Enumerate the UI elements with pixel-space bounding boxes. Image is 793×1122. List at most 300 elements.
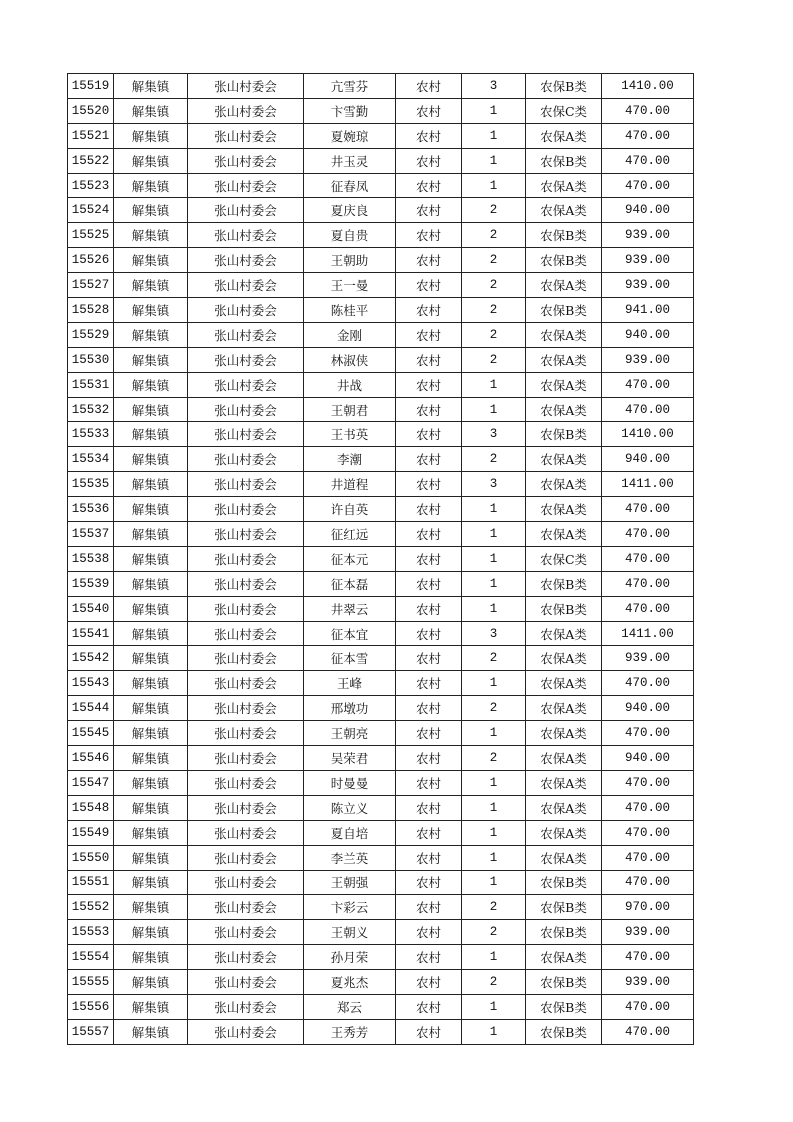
cell-area-type: 农村: [396, 945, 462, 970]
cell-village: 张山村委会: [188, 223, 304, 248]
cell-count: 2: [462, 646, 526, 671]
cell-insurance-class: 农保A类: [526, 646, 602, 671]
cell-amount: 939.00: [602, 273, 694, 298]
cell-insurance-class: 农保A类: [526, 372, 602, 397]
table-row: [68, 546, 694, 571]
cell-name: 征春凤: [304, 173, 396, 198]
cell-insurance-class: 农保A类: [526, 696, 602, 721]
table-row: [68, 273, 694, 298]
cell-village: 张山村委会: [188, 298, 304, 323]
cell-area-type: 农村: [396, 248, 462, 273]
cell-insurance-class: 农保B类: [526, 1019, 602, 1044]
cell-row-id: 15534: [68, 447, 114, 472]
cell-village: 张山村委会: [188, 721, 304, 746]
cell-town: 解集镇: [114, 223, 188, 248]
cell-town: 解集镇: [114, 546, 188, 571]
cell-name: 王朝强: [304, 870, 396, 895]
cell-town: 解集镇: [114, 198, 188, 223]
cell-town: 解集镇: [114, 571, 188, 596]
cell-insurance-class: 农保A类: [526, 795, 602, 820]
cell-village: 张山村委会: [188, 497, 304, 522]
cell-count: 2: [462, 746, 526, 771]
table-row: [68, 497, 694, 522]
cell-town: 解集镇: [114, 820, 188, 845]
table-row: [68, 522, 694, 547]
cell-count: 2: [462, 322, 526, 347]
cell-town: 解集镇: [114, 422, 188, 447]
cell-count: 2: [462, 248, 526, 273]
table-row: [68, 970, 694, 995]
cell-amount: 470.00: [602, 522, 694, 547]
cell-name: 井战: [304, 372, 396, 397]
cell-row-id: 15548: [68, 795, 114, 820]
cell-town: 解集镇: [114, 945, 188, 970]
cell-town: 解集镇: [114, 347, 188, 372]
cell-village: 张山村委会: [188, 994, 304, 1019]
cell-insurance-class: 农保A类: [526, 721, 602, 746]
cell-amount: 470.00: [602, 148, 694, 173]
cell-name: 陈桂平: [304, 298, 396, 323]
cell-amount: 470.00: [602, 795, 694, 820]
cell-town: 解集镇: [114, 74, 188, 99]
cell-insurance-class: 农保A类: [526, 322, 602, 347]
cell-town: 解集镇: [114, 148, 188, 173]
cell-name: 征本磊: [304, 571, 396, 596]
cell-amount: 940.00: [602, 447, 694, 472]
table-row: [68, 322, 694, 347]
table-row: [68, 248, 694, 273]
cell-name: 王朝君: [304, 397, 396, 422]
cell-amount: 1411.00: [602, 621, 694, 646]
cell-name: 孙月荣: [304, 945, 396, 970]
table-row: [68, 472, 694, 497]
table-row: [68, 298, 694, 323]
cell-amount: 940.00: [602, 696, 694, 721]
table-row: [68, 671, 694, 696]
cell-area-type: 农村: [396, 994, 462, 1019]
cell-row-id: 15551: [68, 870, 114, 895]
cell-area-type: 农村: [396, 347, 462, 372]
cell-amount: 470.00: [602, 98, 694, 123]
cell-name: 王书英: [304, 422, 396, 447]
cell-area-type: 农村: [396, 123, 462, 148]
cell-row-id: 15556: [68, 994, 114, 1019]
table-row: [68, 696, 694, 721]
cell-count: 2: [462, 920, 526, 945]
cell-amount: 939.00: [602, 223, 694, 248]
cell-count: 3: [462, 472, 526, 497]
cell-amount: 470.00: [602, 721, 694, 746]
cell-row-id: 15535: [68, 472, 114, 497]
cell-area-type: 农村: [396, 522, 462, 547]
cell-area-type: 农村: [396, 571, 462, 596]
cell-row-id: 15538: [68, 546, 114, 571]
cell-name: 卞雪勤: [304, 98, 396, 123]
cell-town: 解集镇: [114, 920, 188, 945]
cell-row-id: 15555: [68, 970, 114, 995]
cell-area-type: 农村: [396, 820, 462, 845]
cell-name: 征本元: [304, 546, 396, 571]
table-row: [68, 845, 694, 870]
cell-row-id: 15539: [68, 571, 114, 596]
cell-area-type: 农村: [396, 223, 462, 248]
table-body: [68, 74, 694, 1045]
cell-village: 张山村委会: [188, 671, 304, 696]
cell-insurance-class: 农保B类: [526, 870, 602, 895]
cell-count: 2: [462, 298, 526, 323]
cell-row-id: 15541: [68, 621, 114, 646]
cell-area-type: 农村: [396, 1019, 462, 1044]
table-row: [68, 74, 694, 99]
cell-count: 1: [462, 571, 526, 596]
cell-name: 李潮: [304, 447, 396, 472]
cell-amount: 470.00: [602, 397, 694, 422]
cell-amount: 470.00: [602, 671, 694, 696]
cell-village: 张山村委会: [188, 571, 304, 596]
cell-insurance-class: 农保B类: [526, 422, 602, 447]
cell-amount: 940.00: [602, 322, 694, 347]
cell-row-id: 15524: [68, 198, 114, 223]
cell-village: 张山村委会: [188, 347, 304, 372]
cell-row-id: 15553: [68, 920, 114, 945]
cell-amount: 470.00: [602, 571, 694, 596]
cell-count: 1: [462, 372, 526, 397]
cell-count: 1: [462, 870, 526, 895]
cell-row-id: 15531: [68, 372, 114, 397]
cell-village: 张山村委会: [188, 1019, 304, 1044]
cell-row-id: 15533: [68, 422, 114, 447]
cell-count: 2: [462, 447, 526, 472]
cell-count: 1: [462, 497, 526, 522]
cell-area-type: 农村: [396, 472, 462, 497]
cell-insurance-class: 农保B类: [526, 994, 602, 1019]
cell-area-type: 农村: [396, 298, 462, 323]
cell-area-type: 农村: [396, 920, 462, 945]
cell-insurance-class: 农保A类: [526, 845, 602, 870]
cell-area-type: 农村: [396, 74, 462, 99]
cell-town: 解集镇: [114, 746, 188, 771]
cell-row-id: 15532: [68, 397, 114, 422]
cell-row-id: 15554: [68, 945, 114, 970]
cell-name: 郑云: [304, 994, 396, 1019]
cell-row-id: 15552: [68, 895, 114, 920]
cell-amount: 941.00: [602, 298, 694, 323]
table-row: [68, 721, 694, 746]
cell-amount: 470.00: [602, 546, 694, 571]
cell-insurance-class: 农保A类: [526, 472, 602, 497]
cell-amount: 470.00: [602, 497, 694, 522]
cell-village: 张山村委会: [188, 646, 304, 671]
cell-name: 井玉灵: [304, 148, 396, 173]
cell-count: 1: [462, 945, 526, 970]
cell-town: 解集镇: [114, 123, 188, 148]
table-row: [68, 746, 694, 771]
cell-name: 夏兆杰: [304, 970, 396, 995]
cell-insurance-class: 农保B类: [526, 920, 602, 945]
cell-town: 解集镇: [114, 994, 188, 1019]
table-row: [68, 621, 694, 646]
cell-amount: 939.00: [602, 920, 694, 945]
table-row: [68, 770, 694, 795]
table-row: [68, 422, 694, 447]
cell-town: 解集镇: [114, 845, 188, 870]
cell-row-id: 15525: [68, 223, 114, 248]
cell-insurance-class: 农保A类: [526, 746, 602, 771]
cell-amount: 939.00: [602, 646, 694, 671]
cell-insurance-class: 农保C类: [526, 98, 602, 123]
cell-amount: 939.00: [602, 970, 694, 995]
cell-name: 王朝义: [304, 920, 396, 945]
table-row: [68, 1019, 694, 1044]
cell-amount: 470.00: [602, 945, 694, 970]
cell-insurance-class: 农保A类: [526, 945, 602, 970]
cell-count: 1: [462, 994, 526, 1019]
cell-village: 张山村委会: [188, 945, 304, 970]
cell-row-id: 15549: [68, 820, 114, 845]
cell-amount: 940.00: [602, 198, 694, 223]
cell-count: 1: [462, 1019, 526, 1044]
cell-town: 解集镇: [114, 1019, 188, 1044]
cell-amount: 470.00: [602, 994, 694, 1019]
cell-count: 1: [462, 845, 526, 870]
cell-village: 张山村委会: [188, 621, 304, 646]
cell-area-type: 农村: [396, 845, 462, 870]
cell-village: 张山村委会: [188, 447, 304, 472]
cell-amount: 470.00: [602, 870, 694, 895]
cell-town: 解集镇: [114, 870, 188, 895]
cell-row-id: 15545: [68, 721, 114, 746]
cell-row-id: 15526: [68, 248, 114, 273]
cell-amount: 470.00: [602, 596, 694, 621]
cell-row-id: 15537: [68, 522, 114, 547]
cell-count: 2: [462, 895, 526, 920]
cell-town: 解集镇: [114, 596, 188, 621]
cell-town: 解集镇: [114, 522, 188, 547]
cell-town: 解集镇: [114, 273, 188, 298]
cell-town: 解集镇: [114, 721, 188, 746]
cell-village: 张山村委会: [188, 820, 304, 845]
cell-village: 张山村委会: [188, 422, 304, 447]
cell-count: 3: [462, 422, 526, 447]
cell-amount: 970.00: [602, 895, 694, 920]
cell-count: 2: [462, 273, 526, 298]
cell-area-type: 农村: [396, 746, 462, 771]
cell-area-type: 农村: [396, 546, 462, 571]
cell-area-type: 农村: [396, 696, 462, 721]
cell-area-type: 农村: [396, 397, 462, 422]
cell-amount: 470.00: [602, 372, 694, 397]
table-row: [68, 223, 694, 248]
cell-row-id: 15522: [68, 148, 114, 173]
cell-village: 张山村委会: [188, 845, 304, 870]
cell-name: 金刚: [304, 322, 396, 347]
cell-name: 征本雪: [304, 646, 396, 671]
cell-town: 解集镇: [114, 970, 188, 995]
cell-insurance-class: 农保B类: [526, 248, 602, 273]
cell-village: 张山村委会: [188, 74, 304, 99]
cell-count: 1: [462, 671, 526, 696]
cell-name: 夏庆良: [304, 198, 396, 223]
cell-row-id: 15546: [68, 746, 114, 771]
cell-insurance-class: 农保A类: [526, 522, 602, 547]
cell-village: 张山村委会: [188, 98, 304, 123]
cell-row-id: 15550: [68, 845, 114, 870]
cell-row-id: 15520: [68, 98, 114, 123]
cell-town: 解集镇: [114, 173, 188, 198]
table-row: [68, 870, 694, 895]
cell-name: 王峰: [304, 671, 396, 696]
cell-count: 1: [462, 596, 526, 621]
cell-area-type: 农村: [396, 671, 462, 696]
cell-amount: 470.00: [602, 770, 694, 795]
cell-insurance-class: 农保A类: [526, 347, 602, 372]
table-row: [68, 571, 694, 596]
cell-name: 邢墩功: [304, 696, 396, 721]
cell-name: 夏自培: [304, 820, 396, 845]
cell-count: 2: [462, 696, 526, 721]
cell-name: 李兰英: [304, 845, 396, 870]
cell-row-id: 15519: [68, 74, 114, 99]
cell-area-type: 农村: [396, 372, 462, 397]
cell-insurance-class: 农保A类: [526, 820, 602, 845]
cell-village: 张山村委会: [188, 273, 304, 298]
cell-insurance-class: 农保A类: [526, 273, 602, 298]
cell-area-type: 农村: [396, 173, 462, 198]
cell-town: 解集镇: [114, 472, 188, 497]
cell-area-type: 农村: [396, 98, 462, 123]
table-row: [68, 173, 694, 198]
cell-insurance-class: 农保A类: [526, 497, 602, 522]
cell-amount: 940.00: [602, 746, 694, 771]
cell-area-type: 农村: [396, 148, 462, 173]
cell-area-type: 农村: [396, 721, 462, 746]
cell-village: 张山村委会: [188, 198, 304, 223]
cell-village: 张山村委会: [188, 546, 304, 571]
cell-row-id: 15544: [68, 696, 114, 721]
cell-town: 解集镇: [114, 795, 188, 820]
table-row: [68, 820, 694, 845]
cell-area-type: 农村: [396, 895, 462, 920]
cell-insurance-class: 农保A类: [526, 671, 602, 696]
table-row: [68, 646, 694, 671]
cell-insurance-class: 农保B类: [526, 74, 602, 99]
data-table: [67, 73, 694, 1045]
cell-row-id: 15547: [68, 770, 114, 795]
cell-row-id: 15540: [68, 596, 114, 621]
cell-name: 王秀芳: [304, 1019, 396, 1044]
cell-insurance-class: 农保B类: [526, 895, 602, 920]
cell-count: 2: [462, 347, 526, 372]
cell-area-type: 农村: [396, 322, 462, 347]
cell-row-id: 15557: [68, 1019, 114, 1044]
cell-row-id: 15529: [68, 322, 114, 347]
cell-count: 3: [462, 74, 526, 99]
cell-village: 张山村委会: [188, 795, 304, 820]
table-row: [68, 198, 694, 223]
cell-town: 解集镇: [114, 372, 188, 397]
table-row: [68, 397, 694, 422]
cell-insurance-class: 农保A类: [526, 770, 602, 795]
cell-count: 1: [462, 721, 526, 746]
cell-insurance-class: 农保A类: [526, 397, 602, 422]
cell-town: 解集镇: [114, 397, 188, 422]
cell-name: 井道程: [304, 472, 396, 497]
table-row: [68, 596, 694, 621]
cell-village: 张山村委会: [188, 472, 304, 497]
cell-village: 张山村委会: [188, 522, 304, 547]
cell-amount: 1410.00: [602, 74, 694, 99]
cell-town: 解集镇: [114, 646, 188, 671]
cell-town: 解集镇: [114, 621, 188, 646]
cell-area-type: 农村: [396, 596, 462, 621]
cell-count: 1: [462, 397, 526, 422]
cell-amount: 470.00: [602, 845, 694, 870]
table-row: [68, 920, 694, 945]
cell-area-type: 农村: [396, 795, 462, 820]
cell-insurance-class: 农保B类: [526, 596, 602, 621]
cell-insurance-class: 农保A类: [526, 447, 602, 472]
cell-village: 张山村委会: [188, 920, 304, 945]
cell-area-type: 农村: [396, 497, 462, 522]
cell-count: 2: [462, 223, 526, 248]
table-row: [68, 372, 694, 397]
cell-amount: 470.00: [602, 173, 694, 198]
cell-name: 井翠云: [304, 596, 396, 621]
cell-row-id: 15527: [68, 273, 114, 298]
table-row: [68, 895, 694, 920]
cell-row-id: 15542: [68, 646, 114, 671]
cell-area-type: 农村: [396, 447, 462, 472]
cell-town: 解集镇: [114, 895, 188, 920]
cell-village: 张山村委会: [188, 248, 304, 273]
cell-insurance-class: 农保A类: [526, 198, 602, 223]
cell-town: 解集镇: [114, 770, 188, 795]
cell-insurance-class: 农保A类: [526, 621, 602, 646]
cell-village: 张山村委会: [188, 148, 304, 173]
cell-name: 时曼曼: [304, 770, 396, 795]
cell-amount: 1411.00: [602, 472, 694, 497]
cell-town: 解集镇: [114, 671, 188, 696]
cell-name: 王一曼: [304, 273, 396, 298]
table-row: [68, 994, 694, 1019]
cell-count: 1: [462, 173, 526, 198]
cell-row-id: 15523: [68, 173, 114, 198]
cell-village: 张山村委会: [188, 746, 304, 771]
cell-area-type: 农村: [396, 770, 462, 795]
cell-village: 张山村委会: [188, 970, 304, 995]
cell-name: 王朝助: [304, 248, 396, 273]
cell-village: 张山村委会: [188, 895, 304, 920]
cell-count: 1: [462, 522, 526, 547]
cell-town: 解集镇: [114, 298, 188, 323]
cell-town: 解集镇: [114, 322, 188, 347]
cell-village: 张山村委会: [188, 397, 304, 422]
cell-town: 解集镇: [114, 98, 188, 123]
cell-village: 张山村委会: [188, 372, 304, 397]
cell-village: 张山村委会: [188, 696, 304, 721]
cell-name: 夏自贵: [304, 223, 396, 248]
cell-amount: 939.00: [602, 347, 694, 372]
cell-village: 张山村委会: [188, 123, 304, 148]
cell-insurance-class: 农保C类: [526, 546, 602, 571]
table-row: [68, 347, 694, 372]
cell-insurance-class: 农保A类: [526, 173, 602, 198]
table-row: [68, 945, 694, 970]
cell-amount: 1410.00: [602, 422, 694, 447]
cell-village: 张山村委会: [188, 322, 304, 347]
cell-insurance-class: 农保B类: [526, 148, 602, 173]
cell-count: 1: [462, 770, 526, 795]
